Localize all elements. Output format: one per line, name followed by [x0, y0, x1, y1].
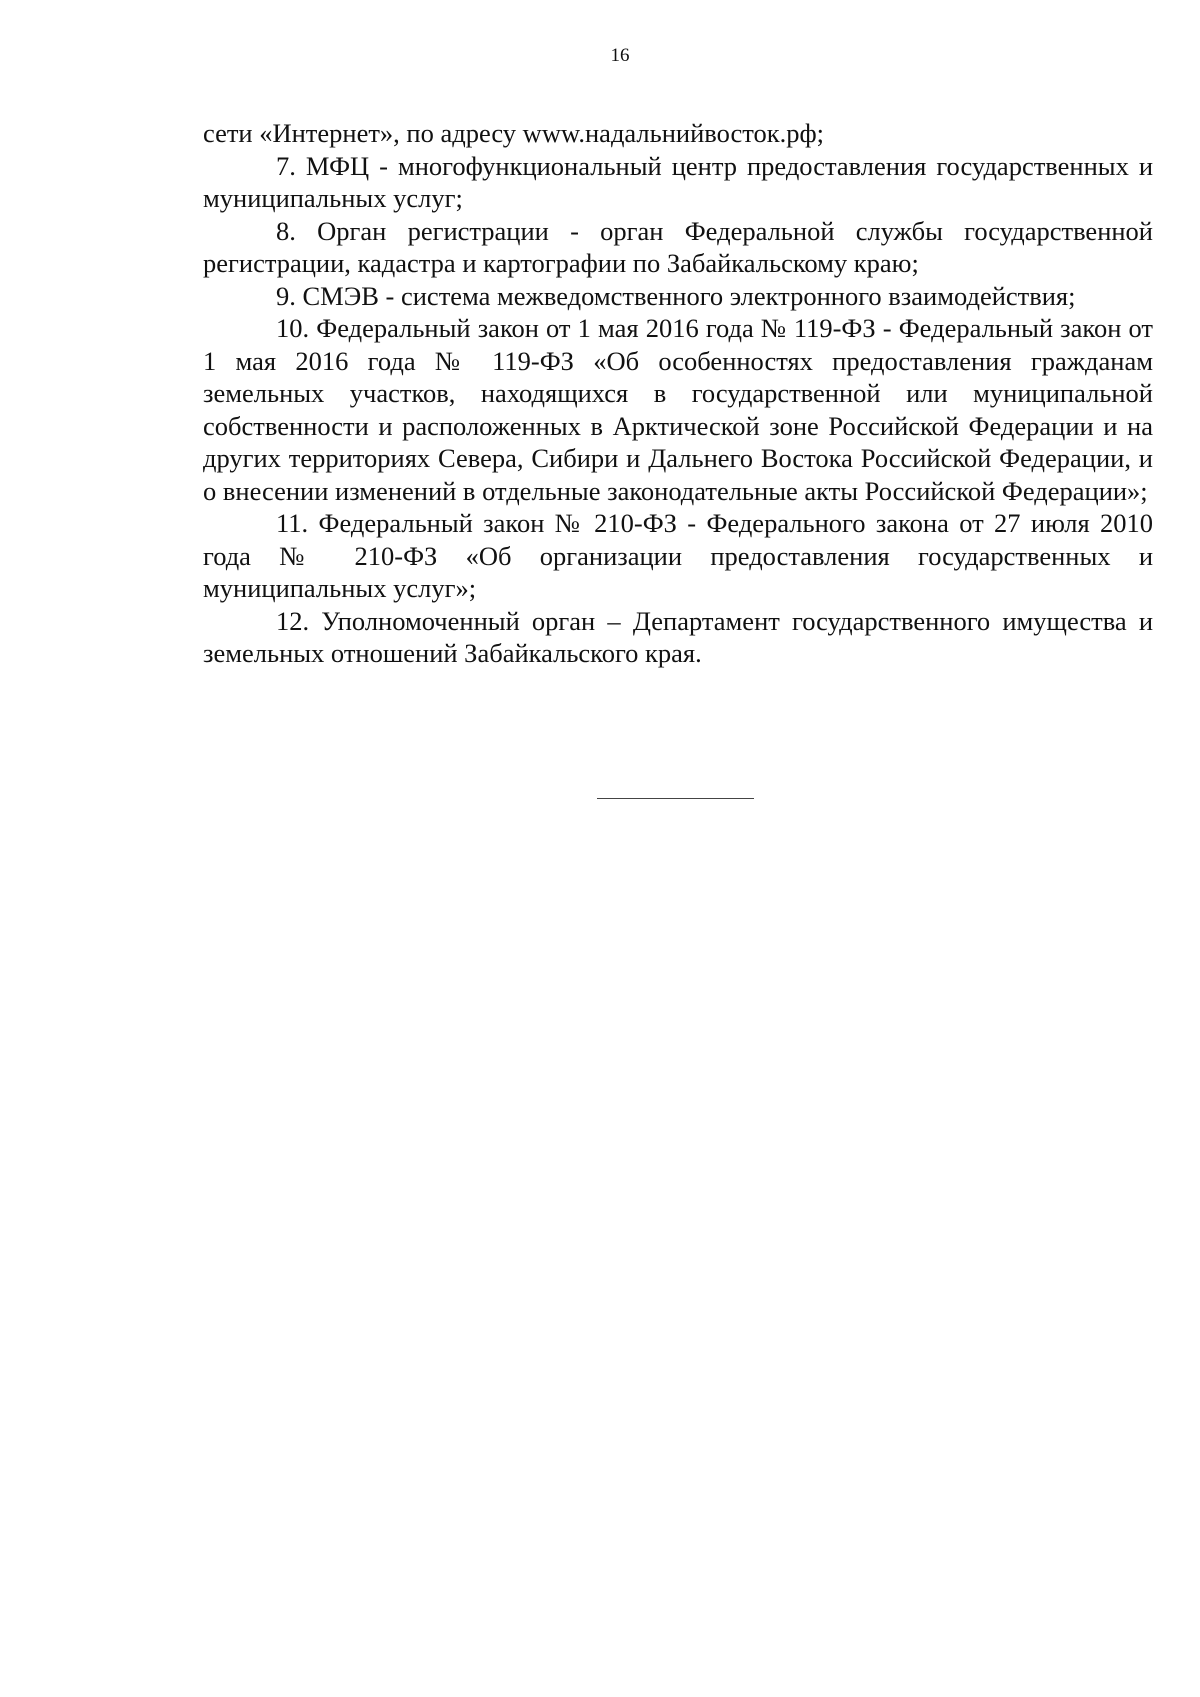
paragraph-continuation: сети «Интернет», по адресу www.надальнийвосток.рф;	[203, 118, 825, 148]
document-body	[203, 117, 1153, 670]
paragraph-item-7: 7. МФЦ - многофункциональный центр предоставления государственных и муниципальных услуг;	[203, 150, 1153, 213]
paragraph-item-12: 12. Уполномоченный орган – Департамент государственного имущества и земельных отношений Забайкальского края.	[203, 605, 1153, 668]
paragraph-item-8: 8. Орган регистрации - орган Федеральной службы государственной регистрации, кадастра и картографии по Забайкальскому краю;	[203, 215, 1153, 278]
paragraph-item-9: 9. СМЭВ - система межведомственного электронного взаимодействия;	[276, 280, 1076, 311]
paragraph-item-10: 10. Федеральный закон от 1 мая 2016 года № 119-ФЗ - Федеральный закон от 1 мая 2016 года № 119-ФЗ «Об особенностях предоставления гражданам земельных участков, находящихся в государственной или муниципальной собственности и расположенных в Арктической зоне Российской Федерации и на других территориях Севера, Сибири и Дальнего Востока Российской Федерации, и о внесении изменений в отдельные законодательные акты Российской Федерации»;	[203, 313, 1153, 506]
paragraph-item-11: 11. Федеральный закон № 210-ФЗ - Федерального закона от 27 июля 2010 года № 210-ФЗ «Об организации предоставления государственных и муниципальных услуг»;	[203, 508, 1153, 603]
page-number: 16	[610, 45, 630, 66]
end-of-text-divider	[597, 798, 754, 799]
